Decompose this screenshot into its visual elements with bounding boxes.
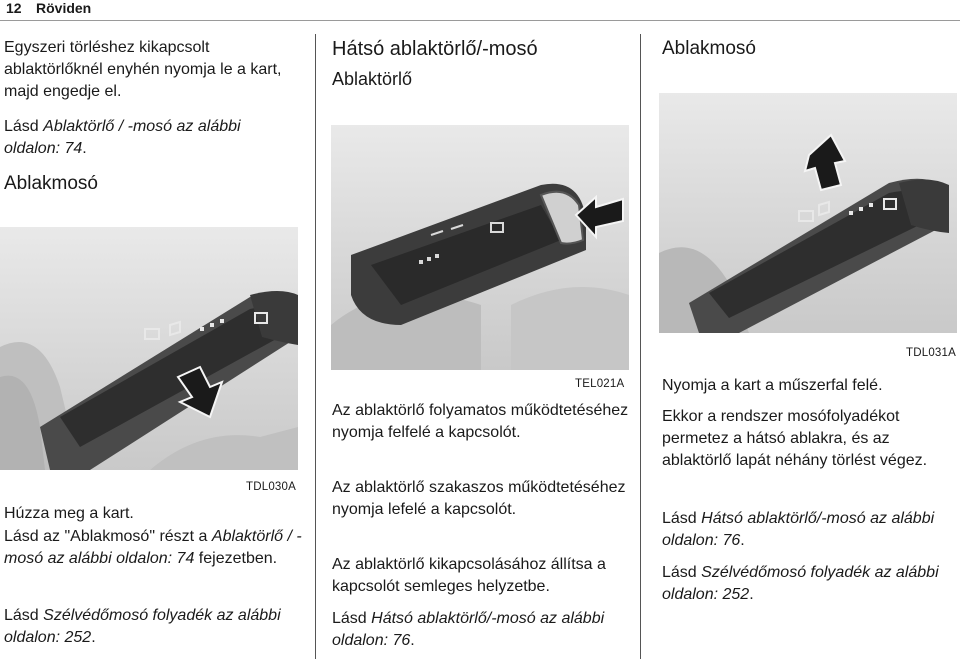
page-number: 12 [6, 0, 22, 16]
col1-para2: Húzza meg a kart. [4, 505, 134, 522]
col2-para2: Az ablaktörlő szakaszos működtetéséhez nyomja lefelé a kapcsolót. [332, 479, 626, 518]
rear-wiper-switch-photo [331, 125, 629, 370]
page-header [0, 0, 960, 21]
col2-para4: Lásd Hátsó ablaktörlő/-mosó az alábbi oldalon: 76. [332, 610, 605, 649]
col2-heading1: Hátsó ablaktörlő/-mosó [332, 38, 538, 60]
figure-wiper-stalk-push [659, 93, 957, 333]
col3-para4: Lásd Szélvédőmosó folyadék az alábbi oldalon: 252. [662, 564, 939, 603]
figure-rear-wiper-switch [331, 125, 629, 370]
col3-para1: Nyomja a kart a műszerfal felé. [662, 377, 883, 394]
wiper-stalk-photo [0, 227, 298, 470]
col1-para1: Egyszeri törléshez kikapcsolt ablaktörlőknél enyhén nyomja le a kart, majd engedje el. [4, 39, 282, 100]
cross-reference-link[interactable]: Szélvédőmosó folyadék az alábbi oldalon: 252 [4, 607, 281, 646]
figure-code: TDL030A [246, 481, 296, 493]
col2-heading2: Ablaktörlő [332, 69, 413, 89]
cross-reference-link[interactable]: Ablaktörlő / -mosó az alábbi oldalon: 74 [4, 528, 302, 567]
col1-para4: Lásd Szélvédőmosó folyadék az alábbi oldalon: 252. [4, 607, 281, 646]
figure-wiper-stalk-pull [0, 227, 298, 470]
cross-reference-link[interactable]: Hátsó ablaktörlő/-mosó az alábbi oldalon: 76 [332, 610, 605, 649]
column-rule-2 [640, 34, 641, 659]
col1-ref1: Lásd Ablaktörlő / -mosó az alábbi oldalon: 74. [4, 118, 241, 157]
section-title: Röviden [36, 0, 92, 16]
figure-code: TEL021A [575, 378, 625, 390]
col3-para3: Lásd Hátsó ablaktörlő/-mosó az alábbi oldalon: 76. [662, 510, 935, 549]
wiper-stalk-photo [659, 93, 957, 333]
col2-para3: Az ablaktörlő kikapcsolásához állítsa a kapcsolót semleges helyzetbe. [332, 556, 606, 595]
cross-reference-link[interactable]: Hátsó ablaktörlő/-mosó az alábbi oldalon: 76 [662, 510, 935, 549]
column-rule-1 [315, 34, 316, 659]
col1-heading: Ablakmosó [4, 173, 98, 194]
col2-para1: Az ablaktörlő folyamatos működtetéséhez nyomja felfelé a kapcsolót. [332, 402, 629, 441]
col1-para3: Lásd az "Ablakmosó" részt a Ablaktörlő / -mosó az alábbi oldalon: 74 fejezetben. [4, 528, 302, 567]
col3-heading: Ablakmosó [662, 38, 756, 59]
cross-reference-link[interactable]: Ablaktörlő / -mosó az alábbi oldalon: 74 [4, 118, 241, 157]
col3-para2: Ekkor a rendszer mosófolyadékot permetez a hátsó ablakra, és az ablaktörlő lapát néhány törlést végez. [662, 408, 928, 469]
figure-code: TDL031A [906, 347, 956, 359]
cross-reference-link[interactable]: Szélvédőmosó folyadék az alábbi oldalon: 252 [662, 564, 939, 603]
direction-arrow-icon [805, 135, 845, 190]
